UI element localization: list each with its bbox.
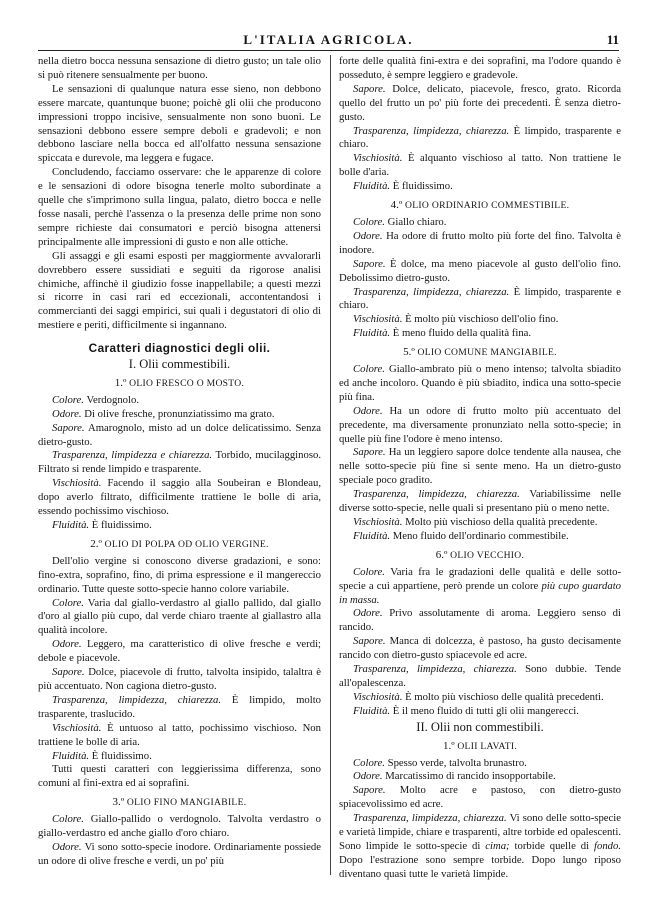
running-title: L'ITALIA AGRICOLA. (243, 32, 414, 47)
paragraph: Le sensazioni di qualunque natura esse sieno, non debbono essere marcate, quantunque buone; poichè gli olii che producono impressioni troppo incisive, sensualmente non sono buoni. Le sensazioni debbono essere sempre deboli e gradevoli; e non debbono lasciare nella bocca ed all'olfatto nessuna sensazione spiccata e durevole, ma leggera e fugace. (38, 82, 321, 165)
entry-odore: Odore. Leggero, ma caratteristico di olive fresche e verdi; debole e piacevole. (38, 638, 321, 665)
entry-vischiosita: Vischiosità. È alquanto vischioso al tatto. Non trattiene le bolle d'aria. (339, 152, 621, 179)
item-number: 3.º (112, 796, 125, 809)
paragraph: Concludendo, facciamo osservare: che le apparenze di colore e le sensazioni di odore bisogna tenerle molto subordinate a quelle che s'imprimono sulla lingua, palato, dietro bocca e nelle fosse nasali, perchè l'assenza o la presenza delle prime non sono sempre richieste dai consumatori e perciò bisogna attenersi principalmente alle impressioni di gusto e non alle ottiche. (38, 166, 321, 248)
entry-fluidita: Fluidità. È fluidissimo. (52, 519, 152, 531)
entry-sapore: Sapore. Dolce, delicato, piacevole, fresco, grato. Ricorda quello del frutto un po' più forte dei precedenti. È senza dietro-gusto. (339, 82, 621, 123)
entry-trasparenza: Trasparenza, limpidezza, chiarezza. Vi sono delle sotto-specie e varietà limpide, chiare e trasparenti, altre torbide ed opalescenti. Sono limpide le sotto-specie di cima; torbide quelle di fondo. Dopo l'estrazione sono sempre torbide. Dopo lungo riposo diventano quasi tutte le varietà limpide. (339, 812, 621, 880)
item-heading (38, 796, 321, 810)
section-heading: Caratteri diagnostici degli olii. (88, 341, 271, 356)
header-rule (38, 50, 619, 51)
item-title: OLIO COMUNE MANGIABILE. (417, 347, 557, 359)
entry-sapore: Sapore. È dolce, ma meno piacevole al gusto dell'olio fino. Debolissimo dietro-gusto. (339, 257, 621, 284)
subsection-heading: I. Olii commestibili. (128, 357, 231, 372)
entry-sapore: Sapore. Manca di dolcezza, è pastoso, ha gusto decisamente rancido con dietro-gusto spiacevole ed acre. (339, 635, 621, 662)
item-heading (38, 538, 321, 552)
paragraph: nella dietro bocca nessuna sensazione di dietro gusto; un tale olio si può ritenere sensualmente per buono. (38, 55, 321, 81)
item-title: OLIO ORDINARIO COMMESTIBILE. (405, 200, 570, 212)
page-number: 11 (606, 32, 619, 47)
paragraph: forte delle qualità fini-extra e dei soprafini, ma l'odore quando è posseduto, è sempre leggiero e gradevole. (339, 55, 621, 81)
entry-fluidita: Fluidità. È meno fluido della qualità fina. (353, 327, 532, 340)
entry-trasparenza: Trasparenza, limpidezza, chiarezza. Variabilissime nelle diverse sotto-specie, nelle quali si presentano più o meno nette. (339, 488, 621, 515)
item-heading (339, 740, 621, 754)
entry-colore: Colore. Varia dal giallo-verdastro al giallo pallido, dal giallo d'oro al giallo più cupo, dal verde chiaro traente al giallastro alla qualità incolore. (38, 596, 321, 637)
entry-sapore: Sapore. Ha un leggiero sapore dolce tendente alla nausea, che nelle sotto-specie più fine si sente meno. Ha un dietro-gusto speciale poco gradito. (339, 446, 621, 487)
entry-fluidita: Fluidità. È fluidissimo. (353, 180, 453, 193)
item-title: OLII LAVATI. (457, 740, 518, 752)
item-title: OLIO DI POLPA OD OLIO VERGINE. (104, 538, 269, 550)
item-number: 4.º (390, 199, 403, 212)
entry-trasparenza: Trasparenza, limpidezza, chiarezza. È limpido, molto trasparente, traslucido. (38, 693, 321, 720)
entry-trasparenza: Trasparenza, limpidezza e chiarezza. Torbido, mucilagginoso. Filtrato si rende limpido e trasparente. (38, 449, 321, 476)
item-title: OLIO FINO MANGIABILE. (126, 797, 247, 809)
entry-fluidita: Fluidità. È il meno fluido di tutti gli olii mangerecci. (353, 704, 579, 717)
entry-odore: Odore. Vi sono sotto-specie inodore. Ordinariamente possiede un odore di olive fresche e verdi, un po' più (38, 840, 321, 867)
item-heading (339, 199, 621, 213)
entry-colore: Colore. Verdognolo. (52, 393, 139, 406)
entry-colore: Colore. Giallo-pallido o verdognolo. Talvolta verdastro o giallo-verdastro ed anche giallo d'oro chiaro. (38, 813, 321, 840)
item-number: 1.º (114, 376, 127, 389)
entry-colore: Colore. Varia fra le gradazioni delle qualità e delle sotto-specie a cui appartiene, però prende un colore più cupo guardato in massa. (339, 565, 621, 606)
entry-vischiosita: Vischiosità. Molto più vischioso della qualità precedente. (353, 516, 598, 528)
left-column (38, 55, 321, 888)
item-number: 5.º (403, 346, 415, 359)
item-number: 1.º (442, 739, 455, 752)
page-header (38, 32, 619, 50)
item-heading (339, 549, 621, 563)
entry-odore: Odore. Privo assolutamente di aroma. Leggiero senso di rancido. (339, 607, 621, 634)
entry-odore: Odore. Marcatissimo di rancido insopportabile. (353, 770, 556, 783)
item-number: 6.º (435, 548, 448, 561)
item-heading (38, 377, 321, 391)
entry-vischiosita: Vischiosità. È molto più vischioso dell'olio fino. (353, 313, 559, 326)
entry-vischiosita: Vischiosità. Facendo il saggio alla Soubeiran e Blondeau, dopo averlo filtrato, difficilmente trattiene le bolle di aria, essendo pochissimo vischioso. (38, 477, 321, 518)
item-title: OLIO VECCHIO. (450, 549, 525, 561)
right-column (339, 55, 621, 888)
entry-colore: Colore. Giallo chiaro. (353, 215, 447, 228)
entry-vischiosita: Vischiosità. È molto più vischioso delle qualità precedenti. (353, 690, 604, 703)
item-heading (339, 346, 621, 360)
entry-odore: Odore. Ha un odore di frutto molto più accentuato del precedente, ma diversamente pronunziato nella sotto-specie; in quelle più fine l'odore è meno intenso. (339, 404, 621, 445)
entry-colore: Colore. Spesso verde, talvolta brunastro. (353, 756, 527, 769)
subsection-heading: II. Olii non commestibili. (416, 719, 544, 734)
paragraph: Tutti questi caratteri con leggierissima differenza, sono comuni al fini-extra ed ai soprafini. (38, 763, 321, 790)
paragraph: Dell'olio vergine si conoscono diverse gradazioni, e sono: fino-extra, soprafino, fino, di prima espressione e il mangereccio ordinario. Tutte queste sotto-specie hanno colore variabile. (38, 554, 321, 595)
entry-trasparenza: Trasparenza, limpidezza, chiarezza. È limpido, trasparente e chiaro. (339, 124, 621, 151)
entry-vischiosita: Vischiosità. È untuoso al tatto, pochissimo vischioso. Non trattiene le bolle di aria. (38, 721, 321, 748)
entry-sapore: Sapore. Amarognolo, misto ad un dolce delicatissimo. Senza dietro-gusto. (38, 421, 321, 448)
entry-trasparenza: Trasparenza, limpidezza, chiarezza. Sono dubbie. Tende all'opalescenza. (339, 663, 621, 689)
column-divider (330, 55, 331, 875)
entry-odore: Odore. Ha odore di frutto molto più forte del fino. Talvolta è inodore. (339, 229, 621, 256)
entry-sapore: Sapore. Molto acre e pastoso, con dietro-gusto spiacevolissimo ed acre. (339, 784, 621, 811)
entry-trasparenza: Trasparenza, limpidezza, chiarezza. È limpido, trasparente e chiaro. (339, 285, 621, 312)
entry-sapore: Sapore. Dolce, piacevole di frutto, talvolta insipido, talaltra è più accentuato. Non cagiona dietro-gusto. (38, 666, 321, 692)
paragraph: Gli assaggi e gli esami esposti per maggiormente avvalorarli dovrebbero essere sussidiati e seguiti da rigorose analisi chimiche, affinchè il giudizio fosse inappellabile; a questi mezzi si ricorre in casi rari ed eccezionali, accontentandosi i commercianti dei saggi empirici, sui quali i degustatori di olio di mestiere e periti, difficilmente si ingannano. (38, 249, 321, 332)
entry-colore: Colore. Giallo-ambrato più o meno intenso; talvolta sbiadito ed anche incoloro. Quando è più sbiadito, indica una sotto-specie più fina. (339, 363, 621, 403)
entry-fluidita: Fluidità. Meno fluido dell'ordinario commestibile. (353, 529, 569, 542)
entry-fluidita: Fluidità. È fluidissimo. (52, 749, 152, 762)
entry-odore: Odore. Di olive fresche, pronunziatissimo ma grato. (52, 407, 275, 420)
item-number: 2.º (90, 537, 102, 550)
item-title: OLIO FRESCO O MOSTO. (129, 377, 245, 389)
